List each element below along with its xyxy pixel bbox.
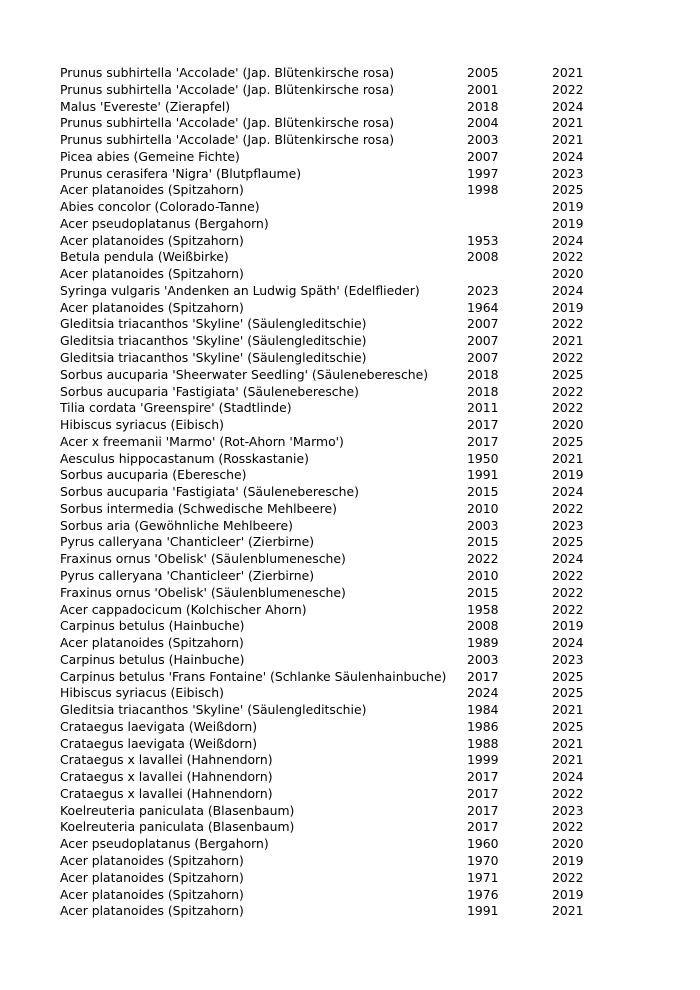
table-row [60, 65, 600, 82]
inspection-year-cell: 2022 [552, 500, 584, 516]
planting-year-cell: 1998 [467, 182, 499, 198]
table-row [60, 266, 600, 283]
planting-year-cell: 2017 [467, 819, 499, 835]
tree-species-cell: Sorbus aucuparia 'Fastigiata' (Säuleneberesche) [60, 484, 359, 500]
inspection-year-cell: 2022 [552, 567, 584, 583]
table-row [60, 903, 600, 920]
inspection-year-cell: 2022 [552, 81, 584, 97]
inspection-year-cell: 2024 [552, 282, 584, 298]
table-row [60, 534, 600, 551]
table-row [60, 216, 600, 233]
tree-species-cell: Koelreuteria paniculata (Blasenbaum) [60, 802, 295, 818]
planting-year-cell: 2015 [467, 584, 499, 600]
inspection-year-cell: 2020 [552, 836, 584, 852]
table-row [60, 233, 600, 250]
tree-species-cell: Carpinus betulus (Hainbuche) [60, 618, 245, 634]
table-row [60, 752, 600, 769]
planting-year-cell: 2017 [467, 769, 499, 785]
table-row [60, 417, 600, 434]
tree-species-cell: Hibiscus syriacus (Eibisch) [60, 417, 224, 433]
table-row [60, 199, 600, 216]
table-row [60, 618, 600, 635]
table-row [60, 702, 600, 719]
inspection-year-cell: 2022 [552, 383, 584, 399]
tree-species-cell: Carpinus betulus (Hainbuche) [60, 651, 245, 667]
table-row [60, 635, 600, 652]
table-row [60, 652, 600, 669]
tree-species-cell: Pyrus calleryana 'Chanticleer' (Zierbirne) [60, 534, 315, 550]
inspection-year-cell: 2024 [552, 635, 584, 651]
planting-year-cell: 2004 [467, 115, 499, 131]
planting-year-cell: 2003 [467, 132, 499, 148]
inspection-year-cell: 2025 [552, 366, 584, 382]
inspection-year-cell: 2019 [552, 886, 584, 902]
tree-species-cell: Prunus cerasifera 'Nigra' (Blutpflaume) [60, 165, 302, 181]
table-row [60, 316, 600, 333]
planting-year-cell: 1964 [467, 299, 499, 315]
inspection-year-cell: 2021 [552, 333, 584, 349]
tree-species-cell: Crataegus laevigata (Weißdorn) [60, 718, 258, 734]
inspection-year-cell: 2022 [552, 785, 584, 801]
inspection-year-cell: 2021 [552, 903, 584, 919]
planting-year-cell: 2007 [467, 148, 499, 164]
planting-year-cell: 1989 [467, 635, 499, 651]
tree-species-cell: Prunus subhirtella 'Accolade' (Jap. Blütenkirsche rosa) [60, 81, 395, 97]
tree-species-cell: Acer x freemanii 'Marmo' (Rot-Ahorn 'Marmo') [60, 433, 344, 449]
planting-year-cell: 2007 [467, 316, 499, 332]
tree-species-cell: Acer platanoides (Spitzahorn) [60, 852, 244, 868]
planting-year-cell: 2017 [467, 668, 499, 684]
planting-year-cell: 2010 [467, 500, 499, 516]
inspection-year-cell: 2021 [552, 702, 584, 718]
inspection-year-cell: 2025 [552, 534, 584, 550]
tree-species-cell: Acer platanoides (Spitzahorn) [60, 635, 244, 651]
inspection-year-cell: 2024 [552, 232, 584, 248]
tree-species-cell: Malus 'Evereste' (Zierapfel) [60, 98, 231, 114]
planting-year-cell: 1953 [467, 232, 499, 248]
tree-species-cell: Sorbus aucuparia 'Sheerwater Seedling' (Säuleneberesche) [60, 366, 429, 382]
planting-year-cell: 2015 [467, 534, 499, 550]
tree-species-cell: Acer pseudoplatanus (Bergahorn) [60, 215, 269, 231]
table-row [60, 350, 600, 367]
tree-species-cell: Acer platanoides (Spitzahorn) [60, 266, 244, 282]
tree-species-cell: Acer platanoides (Spitzahorn) [60, 886, 244, 902]
inspection-year-cell: 2022 [552, 584, 584, 600]
table-row [60, 887, 600, 904]
tree-species-cell: Acer cappadocicum (Kolchischer Ahorn) [60, 601, 307, 617]
planting-year-cell: 2024 [467, 685, 499, 701]
planting-year-cell: 1991 [467, 903, 499, 919]
planting-year-cell: 2018 [467, 383, 499, 399]
planting-year-cell: 2003 [467, 651, 499, 667]
tree-species-cell: Betula pendula (Weißbirke) [60, 249, 229, 265]
tree-species-cell: Acer platanoides (Spitzahorn) [60, 182, 244, 198]
tree-species-cell: Prunus subhirtella 'Accolade' (Jap. Blütenkirsche rosa) [60, 132, 395, 148]
table-row [60, 585, 600, 602]
tree-species-cell: Gleditsia triacanthos 'Skyline' (Säulengleditschie) [60, 316, 367, 332]
tree-species-cell: Crataegus x lavallei (Hahnendorn) [60, 769, 273, 785]
inspection-year-cell: 2023 [552, 165, 584, 181]
table-row [60, 182, 600, 199]
table-row [60, 568, 600, 585]
planting-year-cell: 2023 [467, 282, 499, 298]
inspection-year-cell: 2024 [552, 484, 584, 500]
table-row [60, 434, 600, 451]
table-row [60, 149, 600, 166]
inspection-year-cell: 2022 [552, 350, 584, 366]
planting-year-cell: 1976 [467, 886, 499, 902]
planting-year-cell: 2011 [467, 400, 499, 416]
tree-species-cell: Sorbus aucuparia (Eberesche) [60, 467, 247, 483]
tree-species-cell: Acer platanoides (Spitzahorn) [60, 903, 244, 919]
planting-year-cell: 1999 [467, 752, 499, 768]
inspection-year-cell: 2023 [552, 517, 584, 533]
inspection-year-cell: 2019 [552, 199, 584, 215]
planting-year-cell: 2003 [467, 517, 499, 533]
tree-species-cell: Tilia cordata 'Greenspire' (Stadtlinde) [60, 400, 292, 416]
table-row [60, 115, 600, 132]
inspection-year-cell: 2019 [552, 618, 584, 634]
tree-species-cell: Crataegus x lavallei (Hahnendorn) [60, 752, 273, 768]
tree-species-cell: Carpinus betulus 'Frans Fontaine' (Schlanke Säulenhainbuche) [60, 668, 447, 684]
inspection-year-cell: 2019 [552, 852, 584, 868]
planting-year-cell: 1988 [467, 735, 499, 751]
table-row [60, 819, 600, 836]
table-row [60, 82, 600, 99]
table-row [60, 467, 600, 484]
tree-species-cell: Crataegus laevigata (Weißdorn) [60, 735, 258, 751]
inspection-year-cell: 2022 [552, 316, 584, 332]
inspection-year-cell: 2019 [552, 467, 584, 483]
planting-year-cell: 2015 [467, 484, 499, 500]
table-row [60, 669, 600, 686]
table-row [60, 249, 600, 266]
table-row [60, 384, 600, 401]
inspection-year-cell: 2022 [552, 819, 584, 835]
planting-year-cell: 1997 [467, 165, 499, 181]
table-row [60, 166, 600, 183]
inspection-year-cell: 2024 [552, 769, 584, 785]
inspection-year-cell: 2025 [552, 668, 584, 684]
table-row [60, 132, 600, 149]
inspection-year-cell: 2021 [552, 735, 584, 751]
planting-year-cell: 2017 [467, 417, 499, 433]
tree-species-cell: Sorbus intermedia (Schwedische Mehlbeere) [60, 500, 337, 516]
tree-species-cell: Sorbus aucuparia 'Fastigiata' (Säuleneberesche) [60, 383, 359, 399]
table-row [60, 451, 600, 468]
tree-species-cell: Acer pseudoplatanus (Bergahorn) [60, 836, 269, 852]
tree-species-cell: Syringa vulgaris 'Andenken an Ludwig Späth' (Edelflieder) [60, 282, 420, 298]
tree-species-cell: Prunus subhirtella 'Accolade' (Jap. Blütenkirsche rosa) [60, 65, 395, 80]
inspection-year-cell: 2022 [552, 249, 584, 265]
tree-species-cell: Crataegus x lavallei (Hahnendorn) [60, 785, 273, 801]
inspection-year-cell: 2025 [552, 718, 584, 734]
planting-year-cell: 2001 [467, 81, 499, 97]
inspection-year-cell: 2021 [552, 132, 584, 148]
planting-year-cell: 1970 [467, 852, 499, 868]
planting-year-cell: 1986 [467, 718, 499, 734]
inspection-year-cell: 2025 [552, 685, 584, 701]
inspection-year-cell: 2021 [552, 65, 584, 80]
table-row [60, 602, 600, 619]
table-row [60, 400, 600, 417]
table-row [60, 551, 600, 568]
table-row [60, 719, 600, 736]
tree-species-cell: Gleditsia triacanthos 'Skyline' (Säulengleditschie) [60, 350, 367, 366]
tree-species-cell: Acer platanoides (Spitzahorn) [60, 232, 244, 248]
inspection-year-cell: 2021 [552, 450, 584, 466]
planting-year-cell: 1971 [467, 869, 499, 885]
inspection-year-cell: 2020 [552, 417, 584, 433]
table-row [60, 283, 600, 300]
table-row [60, 300, 600, 317]
planting-year-cell: 2018 [467, 98, 499, 114]
planting-year-cell: 2007 [467, 333, 499, 349]
table-row [60, 333, 600, 350]
tree-species-cell: Abies concolor (Colorado-Tanne) [60, 199, 260, 215]
planting-year-cell: 2007 [467, 350, 499, 366]
tree-species-cell: Acer platanoides (Spitzahorn) [60, 869, 244, 885]
tree-species-cell: Hibiscus syriacus (Eibisch) [60, 685, 224, 701]
inspection-year-cell: 2023 [552, 651, 584, 667]
tree-species-cell: Acer platanoides (Spitzahorn) [60, 299, 244, 315]
tree-species-cell: Sorbus aria (Gewöhnliche Mehlbeere) [60, 517, 293, 533]
planting-year-cell: 2017 [467, 433, 499, 449]
planting-year-cell: 2018 [467, 366, 499, 382]
planting-year-cell: 2017 [467, 802, 499, 818]
planting-year-cell: 1960 [467, 836, 499, 852]
inspection-year-cell: 2021 [552, 115, 584, 131]
planting-year-cell: 1991 [467, 467, 499, 483]
inspection-year-cell: 2019 [552, 299, 584, 315]
tree-species-cell: Picea abies (Gemeine Fichte) [60, 148, 240, 164]
tree-species-cell: Gleditsia triacanthos 'Skyline' (Säulengleditschie) [60, 702, 367, 718]
tree-species-cell: Koelreuteria paniculata (Blasenbaum) [60, 819, 295, 835]
planting-year-cell: 2008 [467, 618, 499, 634]
tree-species-cell: Aesculus hippocastanum (Rosskastanie) [60, 450, 309, 466]
table-row [60, 786, 600, 803]
table-row [60, 870, 600, 887]
planting-year-cell: 2022 [467, 551, 499, 567]
inspection-year-cell: 2020 [552, 266, 584, 282]
table-row [60, 836, 600, 853]
inspection-year-cell: 2022 [552, 869, 584, 885]
inspection-year-cell: 2019 [552, 215, 584, 231]
planting-year-cell: 2017 [467, 785, 499, 801]
table-row [60, 501, 600, 518]
planting-year-cell: 1984 [467, 702, 499, 718]
table-row [60, 518, 600, 535]
table-row [60, 736, 600, 753]
inspection-year-cell: 2024 [552, 148, 584, 164]
inspection-year-cell: 2023 [552, 802, 584, 818]
planting-year-cell: 1950 [467, 450, 499, 466]
tree-species-cell: Prunus subhirtella 'Accolade' (Jap. Blütenkirsche rosa) [60, 115, 395, 131]
inspection-year-cell: 2022 [552, 601, 584, 617]
inspection-year-cell: 2025 [552, 182, 584, 198]
planting-year-cell: 1958 [467, 601, 499, 617]
planting-year-cell: 2008 [467, 249, 499, 265]
tree-species-cell: Pyrus calleryana 'Chanticleer' (Zierbirne) [60, 567, 315, 583]
inspection-year-cell: 2025 [552, 433, 584, 449]
table-row [60, 803, 600, 820]
table-row [60, 769, 600, 786]
table-row [60, 367, 600, 384]
table-row [60, 99, 600, 116]
tree-species-cell: Gleditsia triacanthos 'Skyline' (Säulengleditschie) [60, 333, 367, 349]
inspection-year-cell: 2022 [552, 400, 584, 416]
planting-year-cell: 2010 [467, 567, 499, 583]
planting-year-cell: 2005 [467, 65, 499, 80]
inspection-year-cell: 2024 [552, 551, 584, 567]
table-row [60, 853, 600, 870]
inspection-year-cell: 2021 [552, 752, 584, 768]
tree-table [60, 65, 600, 920]
table-row [60, 484, 600, 501]
table-row [60, 685, 600, 702]
tree-species-cell: Fraxinus ornus 'Obelisk' (Säulenblumenesche) [60, 584, 346, 600]
inspection-year-cell: 2024 [552, 98, 584, 114]
tree-species-cell: Fraxinus ornus 'Obelisk' (Säulenblumenesche) [60, 551, 346, 567]
